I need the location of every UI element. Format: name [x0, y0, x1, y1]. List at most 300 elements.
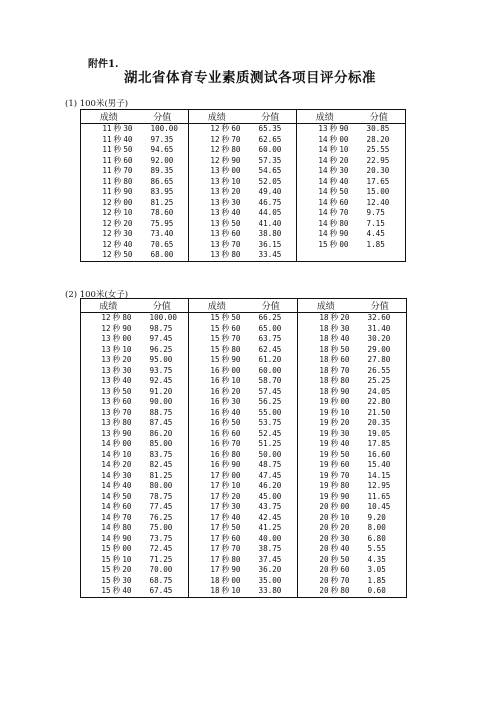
seconds-value: 16 [210, 460, 220, 469]
points-cell: 19.05 [367, 428, 391, 438]
seconds-unit: 秒 [221, 344, 230, 354]
seconds-unit: 秒 [330, 502, 339, 511]
points-cell: 90.00 [149, 397, 173, 406]
seconds-value: 14 [318, 187, 328, 196]
points-cell: 45.00 [258, 491, 282, 501]
seconds-value: 15 [318, 239, 328, 249]
score-cell [189, 460, 245, 471]
attachment-label: 附件1. [88, 59, 119, 70]
score-cell [81, 250, 137, 261]
hundredths-value: 20 [231, 187, 241, 196]
hundredths-value: 30 [340, 533, 350, 543]
hundredths-value: 00 [340, 397, 350, 406]
points-cell: 75.00 [149, 523, 173, 532]
seconds-value: 17 [210, 544, 220, 553]
table-row [81, 534, 407, 545]
hundredths-value: 50 [340, 344, 350, 354]
seconds-unit: 秒 [330, 365, 339, 375]
hundredths-value: 10 [340, 407, 350, 417]
table-row [81, 429, 407, 440]
seconds-value: 13 [210, 250, 220, 259]
score-cell [81, 313, 136, 324]
seconds-value: 15 [101, 554, 111, 564]
hundredths-value: 40 [231, 512, 241, 522]
seconds-unit: 秒 [221, 239, 230, 249]
hundredths-value: 70 [231, 239, 241, 249]
seconds-unit: 秒 [330, 565, 339, 574]
score-cell [189, 492, 245, 503]
seconds-value: 13 [318, 124, 328, 133]
seconds-unit: 秒 [221, 428, 230, 438]
hundredths-value: 40 [123, 239, 133, 249]
seconds-unit: 秒 [221, 155, 230, 165]
header-points: 分值 [245, 299, 298, 313]
hundredths-value: 40 [231, 208, 241, 217]
hundredths-value: 80 [340, 481, 350, 490]
seconds-value: 13 [101, 418, 111, 427]
seconds-value: 20 [319, 512, 329, 522]
points-cell: 25.25 [367, 376, 391, 385]
seconds-unit: 秒 [221, 491, 230, 501]
score-cell [298, 534, 354, 545]
seconds-value: 15 [210, 323, 220, 333]
score-cell [298, 481, 354, 492]
hundredths-value: 80 [122, 418, 132, 427]
score-cell [81, 502, 136, 513]
points-cell: 97.45 [149, 334, 173, 343]
hundredths-value: 60 [340, 460, 350, 469]
points-cell: 92.45 [149, 376, 173, 385]
seconds-value: 17 [210, 554, 220, 564]
points-cell: 15.40 [367, 460, 391, 469]
table-row [81, 387, 407, 398]
seconds-unit: 秒 [112, 533, 121, 543]
hundredths-value: 00 [339, 134, 349, 144]
seconds-value: 20 [319, 554, 329, 564]
points-cell: 20.35 [367, 418, 391, 427]
seconds-unit: 秒 [329, 229, 338, 238]
seconds-unit: 秒 [330, 586, 339, 595]
points-cell: 52.45 [258, 428, 282, 438]
points-cell: 91.20 [149, 386, 173, 396]
seconds-unit: 秒 [112, 544, 121, 553]
score-cell [189, 523, 245, 534]
hundredths-value: 80 [231, 145, 241, 154]
seconds-unit: 秒 [221, 586, 230, 595]
seconds-unit: 秒 [112, 428, 121, 438]
score-cell [81, 177, 137, 188]
seconds-unit: 秒 [113, 239, 122, 249]
seconds-unit: 秒 [330, 376, 339, 385]
seconds-unit: 秒 [221, 355, 230, 364]
score-cell [189, 544, 245, 555]
seconds-value: 17 [210, 470, 220, 480]
seconds-unit: 秒 [330, 418, 339, 427]
seconds-unit: 秒 [112, 365, 121, 375]
score-cell [189, 408, 245, 419]
seconds-unit: 秒 [221, 544, 230, 553]
seconds-unit: 秒 [221, 407, 230, 417]
points-cell: 77.45 [149, 502, 173, 511]
table-row [81, 502, 407, 513]
points-cell: 71.25 [149, 554, 173, 564]
hundredths-value: 50 [123, 145, 133, 154]
hundredths-value: 20 [122, 565, 132, 574]
seconds-value: 19 [319, 397, 329, 406]
seconds-unit: 秒 [113, 145, 122, 154]
hundredths-value: 80 [231, 250, 241, 259]
score-cell [189, 534, 245, 545]
score-cell [189, 555, 245, 566]
hundredths-value: 40 [123, 134, 133, 144]
table-row [81, 523, 407, 534]
score-cell [189, 313, 245, 324]
seconds-value: 18 [319, 365, 329, 375]
hundredths-value: 00 [231, 365, 241, 375]
score-cell [298, 565, 354, 576]
points-cell: 57.35 [258, 155, 282, 165]
points-cell: 93.75 [149, 365, 173, 375]
points-cell: 6.80 [367, 533, 386, 543]
seconds-value: 12 [101, 323, 111, 333]
seconds-value: 11 [102, 145, 112, 154]
hundredths-value: 40 [122, 481, 132, 490]
seconds-unit: 秒 [221, 523, 230, 532]
seconds-unit: 秒 [113, 197, 122, 207]
score-cell [81, 429, 136, 440]
score-cell [189, 198, 245, 209]
seconds-value: 12 [102, 208, 112, 217]
points-cell: 30.20 [367, 334, 391, 343]
table-header-row [81, 110, 406, 124]
hundredths-value: 00 [122, 439, 132, 448]
table-row [81, 198, 406, 209]
seconds-value: 17 [210, 533, 220, 543]
header-score: 成绩 [189, 299, 245, 313]
score-cell [189, 450, 245, 461]
points-cell: 54.65 [258, 166, 282, 175]
points-cell: 25.55 [366, 145, 390, 154]
seconds-value: 13 [210, 218, 220, 228]
table-row [81, 219, 406, 230]
seconds-value: 20 [319, 544, 329, 553]
hundredths-value: 90 [340, 491, 350, 501]
hundredths-value: 10 [340, 512, 350, 522]
points-cell: 57.45 [258, 386, 282, 396]
score-cell [298, 513, 354, 524]
seconds-value: 17 [210, 512, 220, 522]
points-cell: 12.95 [367, 481, 391, 490]
score-cell [297, 145, 353, 156]
hundredths-value: 20 [340, 523, 350, 532]
score-cell [81, 555, 136, 566]
points-cell: 51.25 [258, 439, 282, 448]
score-cell [298, 544, 354, 555]
seconds-unit: 秒 [112, 554, 121, 564]
score-cell [189, 250, 245, 261]
table-row [81, 460, 407, 471]
seconds-value: 12 [102, 197, 112, 207]
hundredths-value: 10 [122, 449, 132, 459]
score-cell [297, 198, 353, 209]
hundredths-value: 50 [231, 418, 241, 427]
seconds-value: 14 [101, 481, 111, 490]
score-cell [297, 177, 353, 188]
hundredths-value: 80 [231, 449, 241, 459]
points-cell: 87.45 [149, 418, 173, 427]
hundredths-value: 70 [123, 166, 133, 175]
points-cell: 1.85 [366, 239, 385, 249]
hundredths-value: 40 [231, 407, 241, 417]
seconds-value: 13 [210, 229, 220, 238]
seconds-value: 13 [101, 355, 111, 364]
points-cell: 32.60 [367, 313, 391, 322]
seconds-value: 15 [101, 586, 111, 595]
hundredths-value: 30 [231, 502, 241, 511]
seconds-value: 13 [101, 407, 111, 417]
score-cell [298, 450, 354, 461]
seconds-value: 11 [102, 166, 112, 175]
score-cell [189, 586, 245, 597]
points-cell: 26.55 [367, 365, 391, 375]
hundredths-value: 30 [340, 323, 350, 333]
seconds-unit: 秒 [221, 470, 230, 480]
score-cell [298, 345, 354, 356]
seconds-value: 15 [101, 544, 111, 553]
seconds-value: 15 [101, 565, 111, 574]
score-cell [189, 324, 245, 335]
score-cell [81, 187, 137, 198]
seconds-unit: 秒 [330, 428, 339, 438]
hundredths-value: 70 [340, 365, 350, 375]
hundredths-value: 60 [340, 355, 350, 364]
seconds-value: 15 [210, 355, 220, 364]
seconds-value: 11 [102, 176, 112, 186]
points-cell: 41.25 [258, 523, 282, 532]
seconds-unit: 秒 [330, 554, 339, 564]
score-cell [81, 586, 136, 597]
points-cell: 17.85 [367, 439, 391, 448]
seconds-unit: 秒 [330, 386, 339, 396]
seconds-unit: 秒 [221, 418, 230, 427]
points-cell: 36.20 [258, 565, 282, 574]
score-cell [81, 166, 137, 177]
hundredths-value: 40 [340, 544, 350, 553]
hundredths-value: 40 [340, 334, 350, 343]
seconds-value: 18 [319, 355, 329, 364]
points-cell: 47.45 [258, 470, 282, 480]
seconds-value: 12 [210, 145, 220, 154]
score-cell [189, 366, 245, 377]
seconds-value: 12 [102, 239, 112, 249]
score-cell [81, 460, 136, 471]
points-cell: 76.25 [149, 512, 173, 522]
hundredths-value: 00 [231, 575, 241, 585]
points-cell: 3.05 [367, 565, 386, 574]
score-cell [189, 334, 245, 345]
seconds-unit: 秒 [329, 197, 338, 207]
table-row [81, 492, 407, 503]
score-cell [81, 208, 137, 219]
seconds-unit: 秒 [112, 502, 121, 511]
seconds-value: 18 [319, 323, 329, 333]
seconds-unit: 秒 [221, 208, 230, 217]
points-cell: 37.45 [258, 554, 282, 564]
seconds-unit: 秒 [221, 313, 230, 322]
hundredths-value: 90 [122, 533, 132, 543]
hundredths-value: 80 [122, 313, 132, 322]
seconds-value: 13 [210, 208, 220, 217]
seconds-unit: 秒 [112, 323, 121, 333]
hundredths-value: 20 [122, 460, 132, 469]
hundredths-value: 00 [122, 544, 132, 553]
seconds-value: 14 [318, 166, 328, 175]
seconds-value: 13 [101, 397, 111, 406]
points-cell: 52.05 [258, 176, 282, 186]
hundredths-value: 20 [340, 313, 350, 322]
hundredths-value: 10 [231, 586, 241, 595]
seconds-unit: 秒 [112, 313, 121, 322]
seconds-unit: 秒 [330, 355, 339, 364]
score-cell [81, 334, 136, 345]
seconds-unit: 秒 [221, 365, 230, 375]
score-cell [81, 198, 137, 209]
seconds-unit: 秒 [330, 460, 339, 469]
points-cell: 53.75 [258, 418, 282, 427]
hundredths-value: 50 [340, 554, 350, 564]
points-cell: 15.00 [366, 187, 390, 196]
seconds-value: 16 [210, 418, 220, 427]
header-points: 分值 [136, 299, 189, 313]
hundredths-value: 20 [339, 155, 349, 165]
seconds-unit: 秒 [330, 481, 339, 490]
seconds-unit: 秒 [112, 523, 121, 532]
table-row [81, 177, 406, 188]
score-cell [298, 355, 354, 366]
seconds-value: 18 [210, 575, 220, 585]
points-cell: 83.75 [149, 449, 173, 459]
seconds-unit: 秒 [113, 124, 122, 133]
hundredths-value: 30 [122, 470, 132, 480]
table-row [81, 345, 407, 356]
points-cell: 60.00 [258, 365, 282, 375]
seconds-unit: 秒 [221, 134, 230, 144]
seconds-unit: 秒 [112, 418, 121, 427]
hundredths-value: 10 [122, 554, 132, 564]
points-cell: 67.45 [149, 586, 173, 595]
points-cell: 43.75 [258, 502, 282, 511]
header-points: 分值 [353, 110, 406, 124]
seconds-unit: 秒 [113, 176, 122, 186]
points-cell: 9.20 [367, 512, 386, 522]
seconds-value: 16 [210, 386, 220, 396]
seconds-unit: 秒 [330, 544, 339, 553]
seconds-value: 12 [102, 218, 112, 228]
seconds-value: 14 [318, 155, 328, 165]
points-cell: 62.45 [258, 344, 282, 354]
hundredths-value: 80 [231, 554, 241, 564]
seconds-value: 14 [318, 229, 328, 238]
points-cell: 89.35 [150, 166, 174, 175]
score-cell [81, 408, 136, 419]
table-row [81, 334, 407, 345]
seconds-value: 11 [102, 124, 112, 133]
score-cell [189, 513, 245, 524]
seconds-value: 19 [319, 491, 329, 501]
seconds-value: 20 [319, 502, 329, 511]
hundredths-value: 00 [231, 166, 241, 175]
hundredths-value: 10 [123, 208, 133, 217]
hundredths-value: 70 [340, 470, 350, 480]
seconds-value: 12 [210, 124, 220, 133]
section-label-men-100m: (1) 100米(男子) [65, 99, 129, 109]
seconds-unit: 秒 [330, 344, 339, 354]
points-cell: 83.95 [150, 187, 174, 196]
hundredths-value: 20 [231, 386, 241, 396]
score-cell [298, 376, 354, 387]
table-row [81, 408, 407, 419]
points-cell: 75.95 [150, 218, 174, 228]
score-cell [81, 418, 136, 429]
score-cell [189, 187, 245, 198]
points-cell: 5.55 [367, 544, 386, 553]
table-row [81, 555, 407, 566]
seconds-unit: 秒 [330, 313, 339, 322]
points-cell: 46.20 [258, 481, 282, 490]
hundredths-value: 10 [231, 376, 241, 385]
points-cell: 4.35 [367, 554, 386, 564]
seconds-value: 19 [319, 481, 329, 490]
seconds-value: 16 [210, 439, 220, 448]
points-cell: 55.00 [258, 407, 282, 417]
hundredths-value: 80 [231, 344, 241, 354]
seconds-unit: 秒 [113, 134, 122, 144]
seconds-value: 13 [101, 344, 111, 354]
seconds-value: 15 [101, 575, 111, 585]
points-cell: 68.00 [150, 250, 174, 259]
seconds-unit: 秒 [329, 176, 338, 186]
hundredths-value: 00 [340, 502, 350, 511]
table-row [81, 366, 407, 377]
score-cell [189, 376, 245, 387]
hundredths-value: 60 [122, 502, 132, 511]
seconds-value: 13 [101, 386, 111, 396]
seconds-unit: 秒 [221, 449, 230, 459]
score-cell [298, 397, 354, 408]
points-cell: 24.05 [367, 386, 391, 396]
seconds-value: 18 [319, 386, 329, 396]
points-cell: 97.35 [150, 134, 174, 144]
header-points: 分值 [245, 110, 297, 124]
seconds-unit: 秒 [330, 407, 339, 417]
table-row [81, 586, 407, 597]
points-cell: 86.20 [149, 428, 173, 438]
points-cell: 29.00 [367, 344, 391, 354]
seconds-value: 18 [210, 586, 220, 595]
seconds-value: 18 [319, 344, 329, 354]
seconds-unit: 秒 [113, 155, 122, 165]
seconds-unit: 秒 [221, 229, 230, 238]
score-cell [297, 156, 353, 167]
score-cell [189, 240, 245, 251]
hundredths-value: 90 [231, 460, 241, 469]
hundredths-value: 90 [339, 124, 349, 133]
points-cell: 38.75 [258, 544, 282, 553]
seconds-unit: 秒 [112, 397, 121, 406]
seconds-value: 14 [101, 491, 111, 501]
score-cell [189, 565, 245, 576]
points-cell: 20.30 [366, 166, 390, 175]
